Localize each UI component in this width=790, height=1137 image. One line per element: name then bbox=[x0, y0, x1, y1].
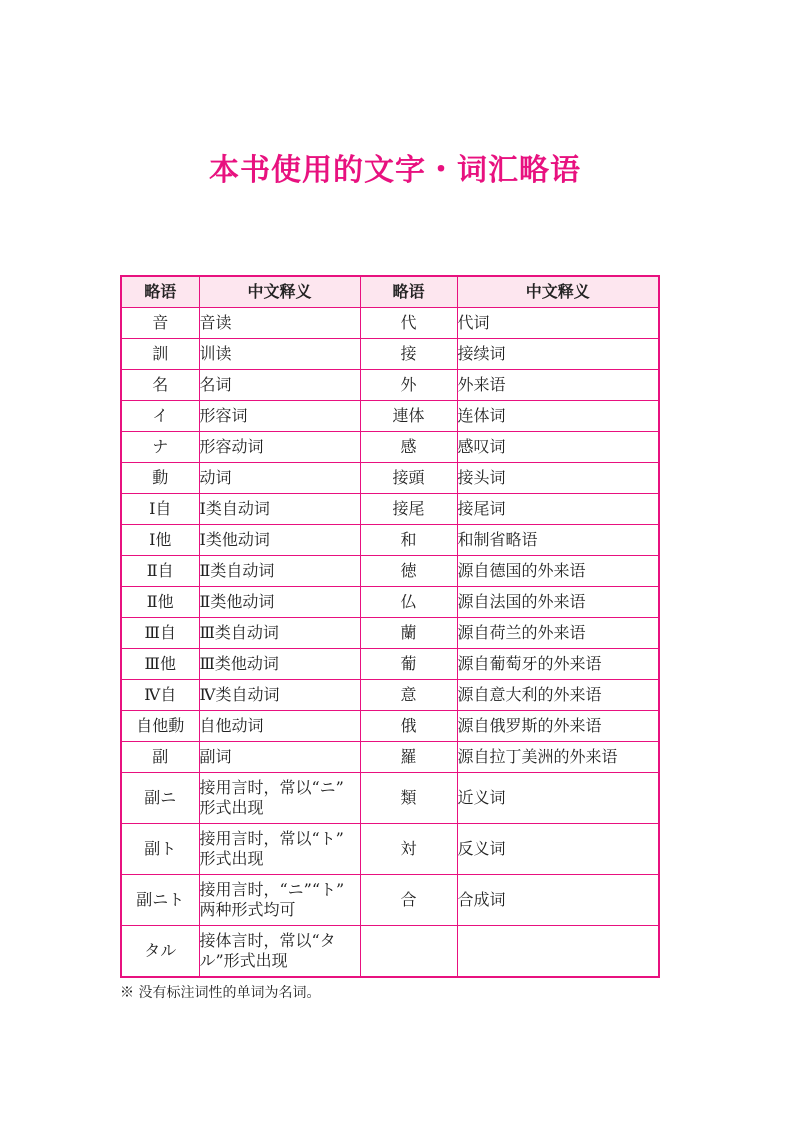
abbreviation-cell: 副ニト bbox=[121, 875, 199, 926]
meaning-line: Ⅱ类自动词 bbox=[199, 561, 275, 580]
abbreviation-cell: 自他動 bbox=[121, 711, 199, 742]
meaning-cell bbox=[199, 618, 360, 649]
meaning-cell bbox=[457, 680, 659, 711]
abbreviation-cell: 意 bbox=[360, 680, 457, 711]
meaning-cell bbox=[199, 824, 360, 875]
meaning-line: 训读 bbox=[199, 344, 232, 363]
meaning-cell bbox=[457, 711, 659, 742]
header-meaning-right: 中文释义 bbox=[457, 276, 659, 308]
meaning-line: Ⅲ类他动词 bbox=[199, 654, 279, 673]
meaning-cell bbox=[457, 370, 659, 401]
meaning-cell bbox=[199, 587, 360, 618]
meaning-line: Ⅱ类他动词 bbox=[199, 592, 275, 611]
abbreviation-cell: 接 bbox=[360, 339, 457, 370]
abbreviation-cell: 羅 bbox=[360, 742, 457, 773]
abbreviation-cell: Ⅲ他 bbox=[121, 649, 199, 680]
meaning-line: 外来语 bbox=[457, 375, 506, 394]
abbreviation-cell: 訓 bbox=[121, 339, 199, 370]
abbreviation-cell: Ⅲ自 bbox=[121, 618, 199, 649]
meaning-line: 反义词 bbox=[457, 839, 506, 858]
table-row bbox=[121, 308, 659, 339]
meaning-line: 感叹词 bbox=[457, 437, 506, 456]
meaning-line: 和制省略语 bbox=[457, 530, 538, 549]
meaning-cell bbox=[199, 370, 360, 401]
table-row bbox=[121, 875, 659, 926]
meaning-cell bbox=[457, 618, 659, 649]
meaning-cell bbox=[457, 525, 659, 556]
abbreviation-cell: 和 bbox=[360, 525, 457, 556]
table-row bbox=[121, 370, 659, 401]
meaning-line: 合成词 bbox=[457, 890, 506, 909]
abbreviation-cell: 外 bbox=[360, 370, 457, 401]
abbreviation-cell: 接頭 bbox=[360, 463, 457, 494]
table-row bbox=[121, 401, 659, 432]
meaning-cell bbox=[457, 875, 659, 926]
abbreviation-cell: 動 bbox=[121, 463, 199, 494]
table-row bbox=[121, 926, 659, 978]
meaning-cell bbox=[457, 339, 659, 370]
table-row bbox=[121, 494, 659, 525]
meaning-line: 源自德国的外来语 bbox=[457, 561, 586, 580]
meaning-cell bbox=[199, 525, 360, 556]
abbreviation-cell: 徳 bbox=[360, 556, 457, 587]
meaning-line: 形式出现 bbox=[199, 849, 264, 868]
meaning-cell bbox=[457, 401, 659, 432]
abbreviation-cell: 連体 bbox=[360, 401, 457, 432]
meaning-cell bbox=[199, 711, 360, 742]
meaning-line: 源自拉丁美洲的外来语 bbox=[457, 747, 618, 766]
table-row bbox=[121, 742, 659, 773]
header-abbreviation-left: 略语 bbox=[121, 276, 199, 308]
table-row bbox=[121, 525, 659, 556]
meaning-line: ル”形式出现 bbox=[199, 951, 288, 970]
table-header-row bbox=[121, 276, 659, 308]
meaning-line: 接用言时，“ニ”“ト” bbox=[199, 880, 345, 899]
meaning-line: 形式出现 bbox=[199, 798, 264, 817]
meaning-line: 接头词 bbox=[457, 468, 506, 487]
abbreviation-cell: タル bbox=[121, 926, 199, 978]
meaning-cell bbox=[457, 926, 659, 978]
header-meaning-left: 中文释义 bbox=[199, 276, 360, 308]
abbreviation-cell: 音 bbox=[121, 308, 199, 339]
abbreviation-cell: Ⅰ自 bbox=[121, 494, 199, 525]
meaning-cell bbox=[457, 773, 659, 824]
meaning-cell bbox=[199, 308, 360, 339]
table-row bbox=[121, 432, 659, 463]
abbreviation-cell: 葡 bbox=[360, 649, 457, 680]
meaning-line: Ⅲ类自动词 bbox=[199, 623, 279, 642]
abbreviation-cell: 接尾 bbox=[360, 494, 457, 525]
meaning-cell bbox=[457, 824, 659, 875]
abbreviation-cell: 副 bbox=[121, 742, 199, 773]
abbreviation-cell: 類 bbox=[360, 773, 457, 824]
meaning-line: 名词 bbox=[199, 375, 232, 394]
abbreviation-table bbox=[120, 275, 660, 978]
table-row bbox=[121, 680, 659, 711]
meaning-line: 音读 bbox=[199, 313, 232, 332]
meaning-cell bbox=[457, 587, 659, 618]
table-row bbox=[121, 339, 659, 370]
meaning-line: Ⅳ类自动词 bbox=[199, 685, 280, 704]
meaning-line: Ⅰ类自动词 bbox=[199, 499, 270, 518]
abbreviation-cell: Ⅱ自 bbox=[121, 556, 199, 587]
table-row bbox=[121, 649, 659, 680]
table-row bbox=[121, 556, 659, 587]
meaning-cell bbox=[457, 432, 659, 463]
meaning-line: 源自葡萄牙的外来语 bbox=[457, 654, 602, 673]
meaning-line: 代词 bbox=[457, 313, 490, 332]
abbreviation-cell: 蘭 bbox=[360, 618, 457, 649]
meaning-cell bbox=[199, 680, 360, 711]
table-row bbox=[121, 463, 659, 494]
abbreviation-cell: 感 bbox=[360, 432, 457, 463]
abbreviation-cell: Ⅰ他 bbox=[121, 525, 199, 556]
meaning-line: 自他动词 bbox=[199, 716, 264, 735]
meaning-cell bbox=[457, 742, 659, 773]
meaning-line: 源自意大利的外来语 bbox=[457, 685, 602, 704]
meaning-line: 形容动词 bbox=[199, 437, 264, 456]
header-abbreviation-right: 略语 bbox=[360, 276, 457, 308]
abbreviation-cell: ナ bbox=[121, 432, 199, 463]
abbreviation-cell: 合 bbox=[360, 875, 457, 926]
meaning-cell bbox=[457, 308, 659, 339]
meaning-line: 近义词 bbox=[457, 788, 506, 807]
meaning-line: 两种形式均可 bbox=[199, 900, 296, 919]
abbreviation-cell: 副ニ bbox=[121, 773, 199, 824]
abbreviation-cell: イ bbox=[121, 401, 199, 432]
meaning-cell bbox=[199, 926, 360, 978]
abbreviation-cell: 俄 bbox=[360, 711, 457, 742]
meaning-cell bbox=[457, 463, 659, 494]
footnote: ※ 没有标注词性的单词为名词。 bbox=[120, 985, 321, 1001]
meaning-cell bbox=[457, 556, 659, 587]
meaning-cell bbox=[457, 649, 659, 680]
meaning-line: 源自法国的外来语 bbox=[457, 592, 586, 611]
meaning-cell bbox=[199, 875, 360, 926]
meaning-line: 接用言时，常以“ニ” bbox=[199, 778, 344, 797]
meaning-line: 接用言时，常以“ト” bbox=[199, 829, 344, 848]
abbreviation-cell: 対 bbox=[360, 824, 457, 875]
meaning-cell bbox=[199, 401, 360, 432]
abbreviation-cell bbox=[360, 926, 457, 978]
table-row bbox=[121, 773, 659, 824]
abbreviation-cell: 代 bbox=[360, 308, 457, 339]
meaning-line: 形容词 bbox=[199, 406, 248, 425]
meaning-cell bbox=[199, 494, 360, 525]
meaning-cell bbox=[199, 463, 360, 494]
abbreviation-cell: Ⅳ自 bbox=[121, 680, 199, 711]
meaning-cell bbox=[199, 339, 360, 370]
meaning-line: 源自俄罗斯的外来语 bbox=[457, 716, 602, 735]
meaning-cell bbox=[199, 742, 360, 773]
meaning-line: 连体词 bbox=[457, 406, 506, 425]
meaning-cell bbox=[199, 773, 360, 824]
meaning-line: 源自荷兰的外来语 bbox=[457, 623, 586, 642]
meaning-line: Ⅰ类他动词 bbox=[199, 530, 270, 549]
meaning-cell bbox=[457, 494, 659, 525]
table-row bbox=[121, 711, 659, 742]
meaning-line: 接体言时，常以“タ bbox=[199, 931, 336, 950]
table-body bbox=[121, 308, 659, 978]
table-row bbox=[121, 587, 659, 618]
meaning-line: 动词 bbox=[199, 468, 232, 487]
meaning-line: 接续词 bbox=[457, 344, 506, 363]
meaning-cell bbox=[199, 649, 360, 680]
abbreviation-cell: Ⅱ他 bbox=[121, 587, 199, 618]
page-title: 本书使用的文字・词汇略语 bbox=[209, 153, 581, 188]
meaning-line: 副词 bbox=[199, 747, 232, 766]
abbreviation-cell: 副ト bbox=[121, 824, 199, 875]
abbreviation-cell: 仏 bbox=[360, 587, 457, 618]
meaning-line: 接尾词 bbox=[457, 499, 506, 518]
meaning-cell bbox=[199, 556, 360, 587]
abbreviation-cell: 名 bbox=[121, 370, 199, 401]
table-row bbox=[121, 824, 659, 875]
meaning-cell bbox=[199, 432, 360, 463]
table-row bbox=[121, 618, 659, 649]
